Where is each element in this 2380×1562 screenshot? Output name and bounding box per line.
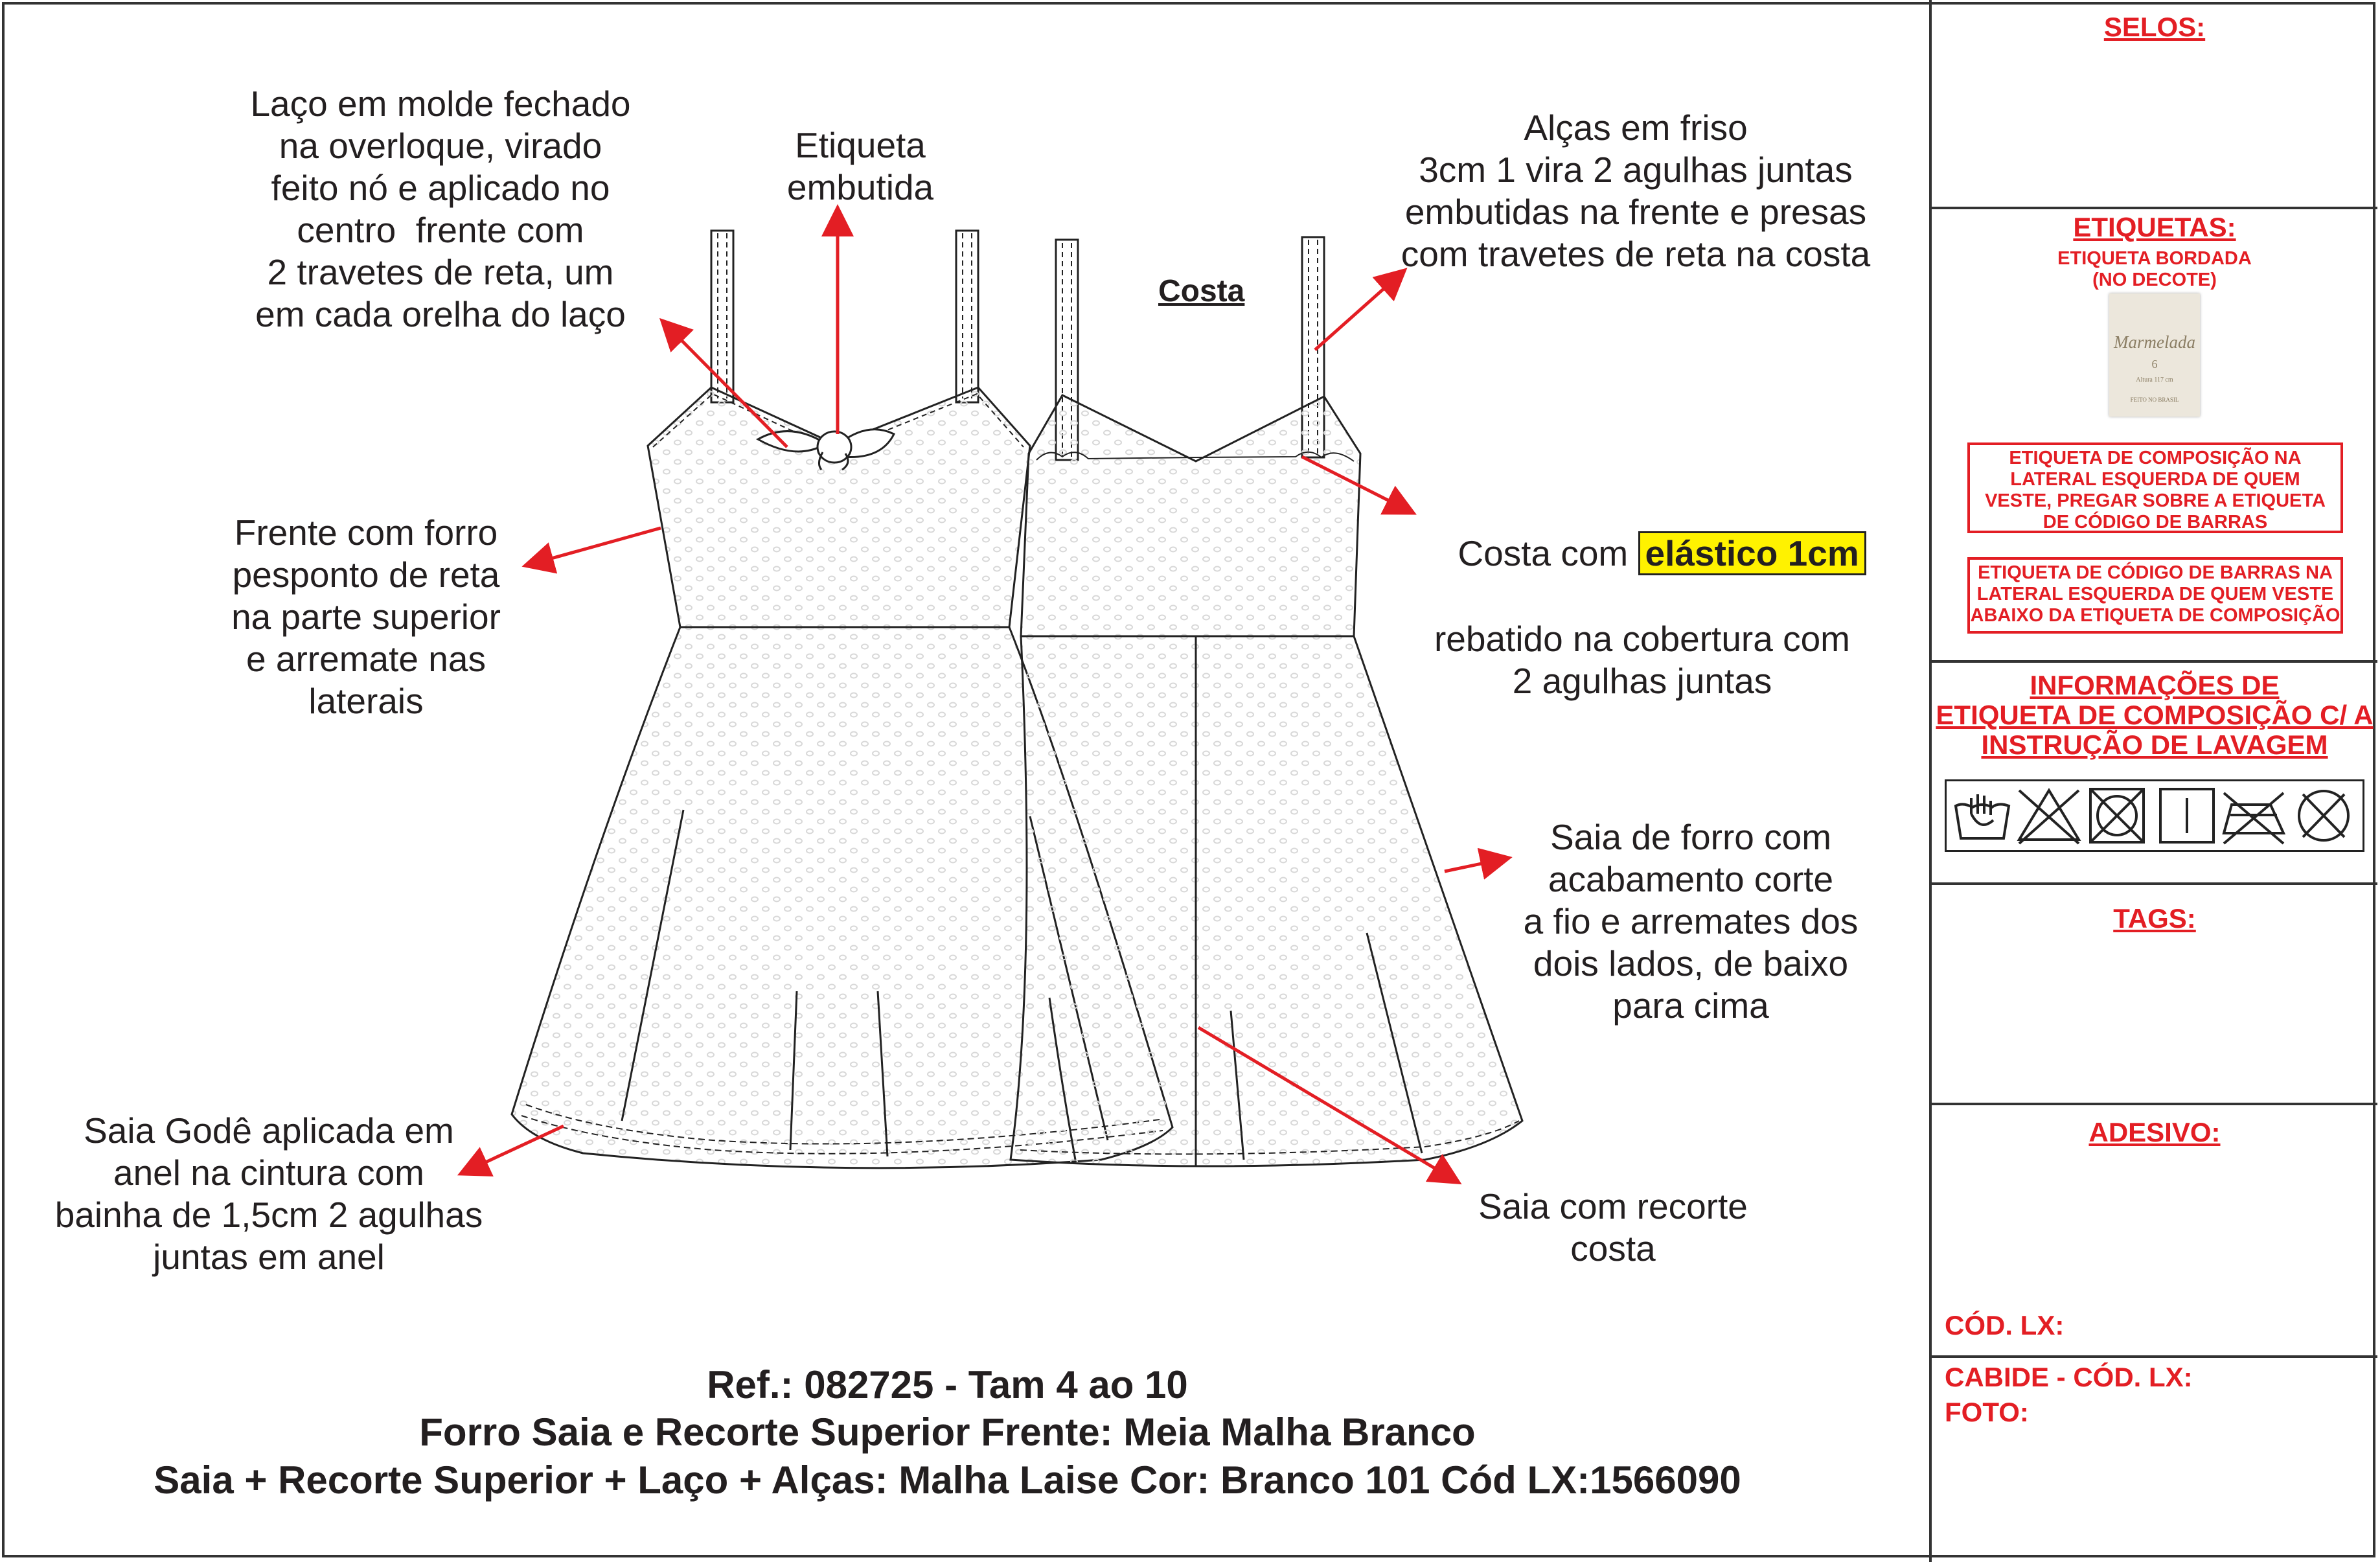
front-right-strap (956, 231, 978, 402)
informacoes-section (1932, 663, 2377, 885)
note-costa-elastico (1412, 490, 1872, 787)
no-iron-icon (2224, 793, 2283, 844)
note-saia-gode: Saia Godê aplicada em anel na cintura com bainha de 1,5cm 2 agulhas juntas em anel (54, 1110, 483, 1277)
tags-section (1932, 885, 2377, 1105)
no-tumble-dry-icon (2090, 789, 2144, 842)
barras-note-box: ETIQUETA DE CÓDIGO DE BARRAS NA LATERAL ESQUERDA DE QUEM VESTE ABAIXO DA ETIQUETA DE COMPOSIÇÃO (1967, 557, 2343, 634)
cabide-section (1932, 1358, 2377, 1552)
note-etiqueta: Etiqueta embutida (786, 125, 934, 207)
etiqueta-bordada-text: ETIQUETA BORDADA (NO DECOTE) (2057, 248, 2252, 290)
elastico-highlight: elástico 1cm (1638, 531, 1866, 575)
back-bodice (1021, 395, 1360, 636)
care-symbols (1945, 779, 2364, 852)
fabric-line-1: Forro Saia e Recorte Superior Frente: Meia Malha Branco (419, 1410, 1476, 1454)
label-height: Altura 117 cm (2136, 376, 2173, 384)
line-dry-icon (2160, 789, 2214, 842)
composicao-note-box: ETIQUETA DE COMPOSIÇÃO NA LATERAL ESQUERDA DE QUEM VESTE, PREGAR SOBRE A ETIQUETA DE CÓDIGO DE BARRAS (1967, 442, 2343, 533)
no-dry-clean-icon (2299, 791, 2348, 840)
label-made-in: FEITO NO BRASIL (2130, 396, 2179, 403)
costa-elastico-rest: rebatido na cobertura com 2 agulhas juntas (1434, 619, 1851, 701)
adesivo-section (1932, 1105, 2377, 1358)
no-bleach-icon (2019, 790, 2079, 844)
note-saia-recorte: Saia com recorte costa (1478, 1186, 1748, 1269)
selos-section (1932, 0, 2377, 209)
label-size: 6 (2151, 358, 2158, 371)
note-laco: Laço em molde fechado na overloque, virado feito nó e aplicado no centro frente com 2 travetes de reta, um em cada orelha do laço (250, 84, 631, 334)
informacoes-title: INFORMAÇÕES DE ETIQUETA DE COMPOSIÇÃO C/ A INSTRUÇÃO DE LAVAGEM (1936, 670, 2374, 760)
note-alcas: Alças em friso 3cm 1 vira 2 agulhas juntas embutidas na frente e presas com travetes de reta na costa (1401, 108, 1871, 274)
adesivo-title: ADESIVO: (2088, 1117, 2221, 1147)
label-brand: Marmelada (2114, 332, 2195, 352)
fabric-line-2: Saia + Recorte Superior + Laço + Alças: Malha Laise Cor: Branco 101 Cód LX:1566090 (154, 1458, 1741, 1502)
ref-line: Ref.: 082725 - Tam 4 ao 10 (707, 1363, 1188, 1407)
costa-label: Costa (1158, 274, 1245, 308)
hand-wash-icon (1956, 794, 2009, 838)
front-left-strap (711, 231, 733, 402)
note-saia-forro: Saia de forro com acabamento corte a fio e arremates dos dois lados, de baixo para cima (1523, 817, 1859, 1026)
etiquetas-title: ETIQUETAS: (2073, 212, 2236, 242)
etiquetas-section (1932, 209, 2377, 663)
costa-elastico-prefix: Costa com (1458, 533, 1638, 573)
cod-lx-label: CÓD. LX: (1945, 1310, 2065, 1340)
selos-title: SELOS: (2103, 12, 2206, 42)
brand-label-image (2109, 293, 2200, 417)
cabide-label: CABIDE - CÓD. LX: (1945, 1362, 2193, 1392)
spec-sidebar (1929, 0, 2377, 1562)
note-frente: Frente com forro pesponto de reta na parte superior e arremate nas laterais (231, 512, 501, 721)
foto-label: FOTO: (1945, 1397, 2029, 1427)
tags-title: TAGS: (2113, 903, 2196, 934)
